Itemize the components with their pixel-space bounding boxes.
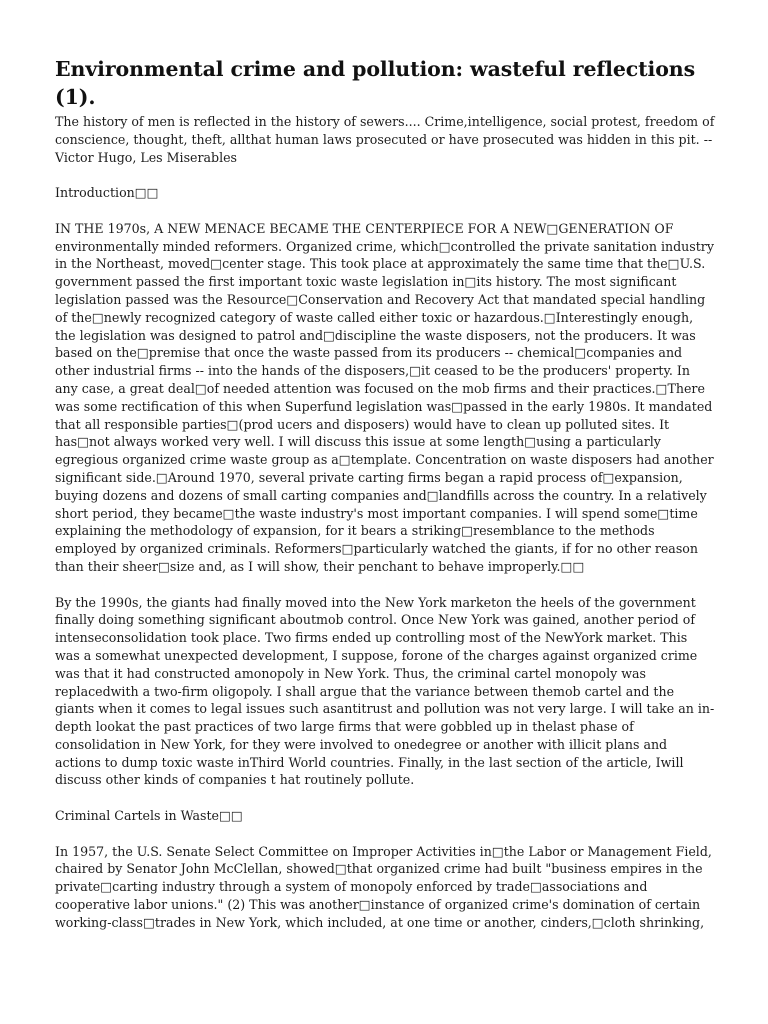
- paragraph: In 1957, the U.S. Senate Select Committee on Improper Activities in□the Labor or Management Field, chaired by Senator John McClellan, showed□that organized crime had built "business empires in the private□carting industry through a system of monopoly enforced by trade□associations and cooperative labor unions." (2) This was another□instance of organized crime's domination of certain working-class□trades in New York, which included, at one time or another, cinders,□cloth shrinking,: [55, 843, 712, 930]
- paragraph: By the 1990s, the giants had finally moved into the New York marketon the heels of the government finally doing something significant aboutmob control. Once New York was gained, another period of intenseconsolidation took place. Two firms ended up controlling most of the NewYork market. This was a somewhat unexpected development, I suppose, forone of the charges against organized crime was that it had constructed amonopoly in New York. Thus, the criminal cartel monopoly was replacedwith a two-firm oligopoly. I shall argue that the variance between themob cartel and the giants when it comes to legal issues such asantitrust and pollution was not very large. I will take an in-depth lookat the past practices of two large firms that were gobbled up in thelast phase of consolidation in New York, for they were involved to onedegree or another with illicit plans and actions to dump toxic waste inThird World countries. Finally, in the last section of the article, Iwill discuss other kinds of companies t hat routinely pollute.: [55, 594, 715, 788]
- article-body: [55, 113, 715, 949]
- section-heading-criminal-cartels: Criminal Cartels in Waste□□: [55, 808, 243, 824]
- article-title: Environmental crime and pollution: wasteful reflections (1).: [55, 57, 696, 109]
- paragraph: IN THE 1970s, A NEW MENACE BECAME THE CENTERPIECE FOR A NEW□GENERATION OF environmentally minded reformers. Organized crime, which□controlled the private sanitation industry in the Northeast, moved□center stage. This took place at approximately the same time that the□U.S. government passed the first important toxic waste legislation in□its history. The most significant legislation passed was the Resource□Conservation and Recovery Act that mandated special handling of the□newly recognized category of waste called either toxic or hazardous.□Interestingly enough, the legislation was designed to patrol and□discipline the waste disposers, not the producers. It was based on the□premise that once the waste passed from its producers -- chemical□companies and other industrial firms -- into the hands of the disposers,□it ceased to be the producers' property. In any case, a great deal□of needed attention was focused on the mob firms and their practices.□There was some rectification of this when Superfund legislation was□passed in the early 1980s. It mandated that all responsible parties□(prod ucers and disposers) would have to clean up polluted sites. It has□not always worked very well. I will discuss this issue at some length□using a particularly egregious organized crime waste group as a□template. Concentration on waste disposers had another significant side.□Around 1970, several private carting firms began a rapid process of□expansion, buying dozens and dozens of small carting companies and□landfills across the country. In a relatively short period, they became□the waste industry's most important companies. I will spend some□time explaining the methodology of expansion, for it bears a striking□resemblance to the methods employed by organized criminals. Reformers□particularly watched the giants, if for no other reason than their sheer□size and, as I will show, their penchant to behave improperly.□□: [55, 220, 714, 574]
- epigraph-quote: The history of men is reflected in the history of sewers.... Crime,intelligence, social protest, freedom of conscience, thought, theft, allthat human laws prosecuted or have prosecuted was hidden in this pit. --Victor Hugo, Les Miserables: [55, 114, 715, 165]
- section-heading-introduction: Introduction□□: [55, 185, 159, 201]
